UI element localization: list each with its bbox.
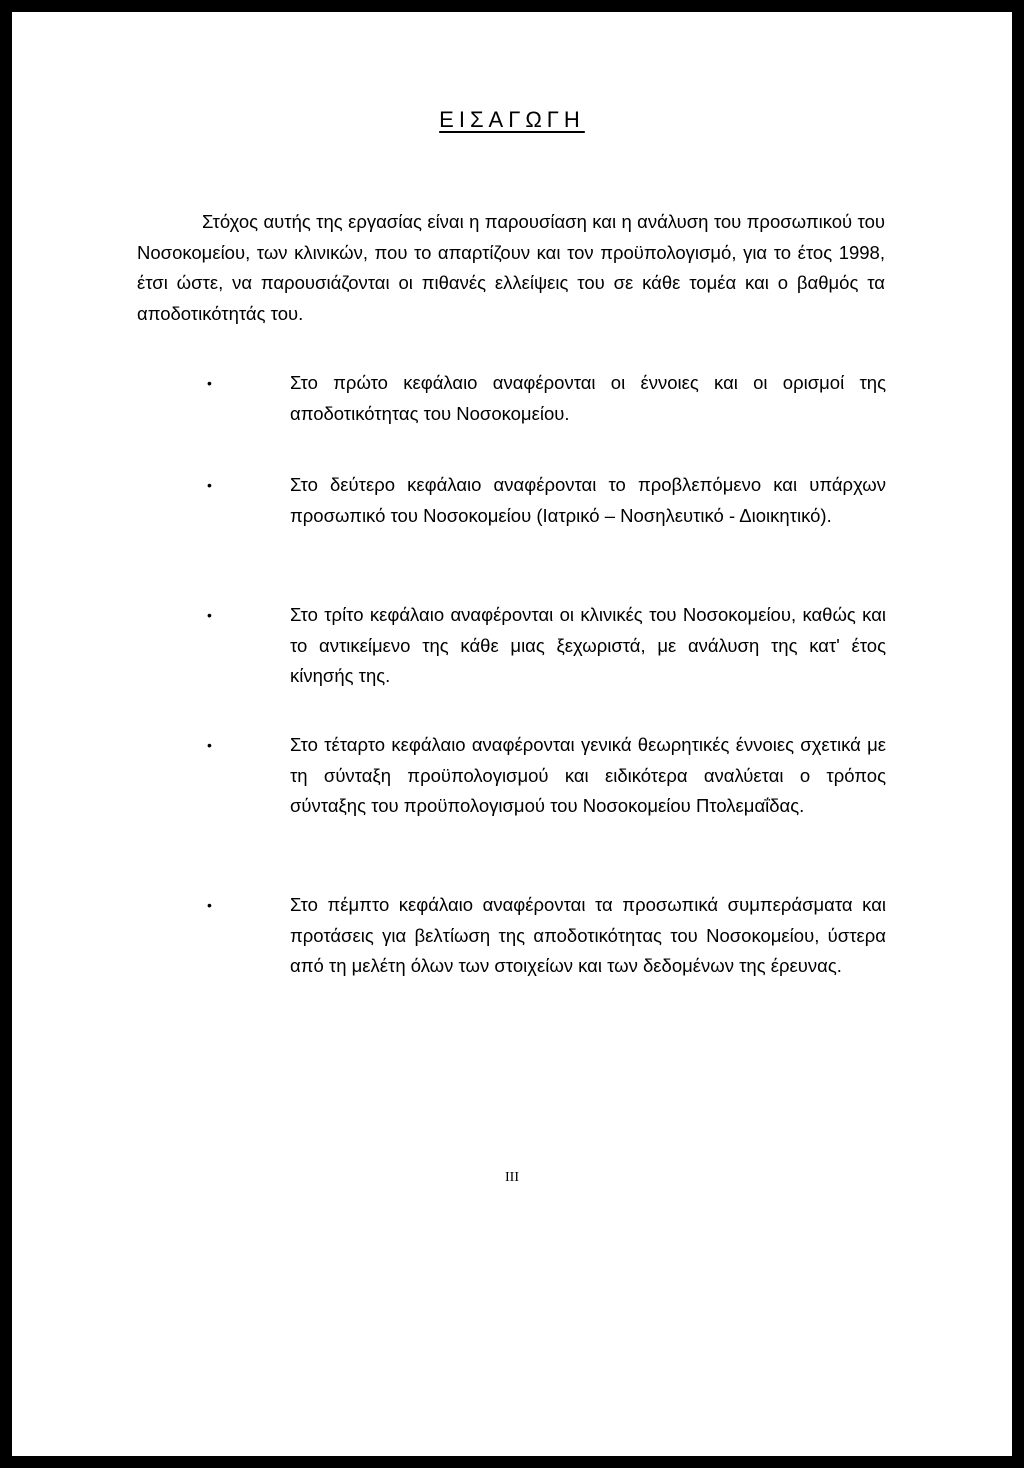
list-item-text: Στο τρίτο κεφάλαιο αναφέρονται οι κλινικές του Νοσοκομείου, καθώς και το αντικείμενο της κάθε μιας ξεχωριστά, με ανάλυση της κατ' έτος κίνησής της. — [290, 604, 886, 686]
list-item — [207, 368, 886, 429]
bullet-icon: • — [207, 897, 212, 913]
list-item-text: Στο δεύτερο κεφάλαιο αναφέρονται το προβλεπόμενο και υπάρχων προσωπικό του Νοσοκομείου (Ιατρικό – Νοσηλευτικό - Διοικητικό). — [290, 474, 886, 526]
list-item-text: Στο πρώτο κεφάλαιο αναφέρονται οι έννοιες και οι ορισμοί της αποδοτικότητας του Νοσοκομείου. — [290, 372, 886, 424]
document-page — [12, 12, 1012, 1456]
list-item-text: Στο τέταρτο κεφάλαιο αναφέρονται γενικά θεωρητικές έννοιες σχετικά με τη σύνταξη προϋπολογισμού και ειδικότερα αναλύεται ο τρόπος σύνταξης του προϋπολογισμού του Νοσοκομείου Πτολεμαΐδας. — [290, 734, 886, 816]
bullet-icon: • — [207, 375, 212, 391]
intro-paragraph: Στόχος αυτής της εργασίας είναι η παρουσίαση και η ανάλυση του προσωπικού του Νοσοκομείου, των κλινικών, που το απαρτίζουν και τον προϋπολογισμό, για το έτος 1998, έτσι ώστε, να παρουσιάζονται οι πιθανές ελλείψεις του σε κάθε τομέα και ο βαθμός τα αποδοτικότητάς του. — [137, 211, 885, 324]
bullet-icon: • — [207, 737, 212, 753]
list-item — [207, 600, 886, 692]
page-title: ΕΙΣΑΓΩΓΗ — [439, 107, 585, 132]
list-item — [207, 890, 886, 982]
page-number: III — [505, 1170, 519, 1185]
bullet-icon: • — [207, 477, 212, 493]
bullet-icon: • — [207, 607, 212, 623]
list-item — [207, 470, 886, 531]
list-item-text: Στο πέμπτο κεφάλαιο αναφέρονται τα προσωπικά συμπεράσματα και προτάσεις για βελτίωση της αποδοτικότητας του Νοσοκομείου, ύστερα από τη μελέτη όλων των στοιχείων και των δεδομένων της έρευνας. — [290, 894, 886, 976]
list-item — [207, 730, 886, 822]
